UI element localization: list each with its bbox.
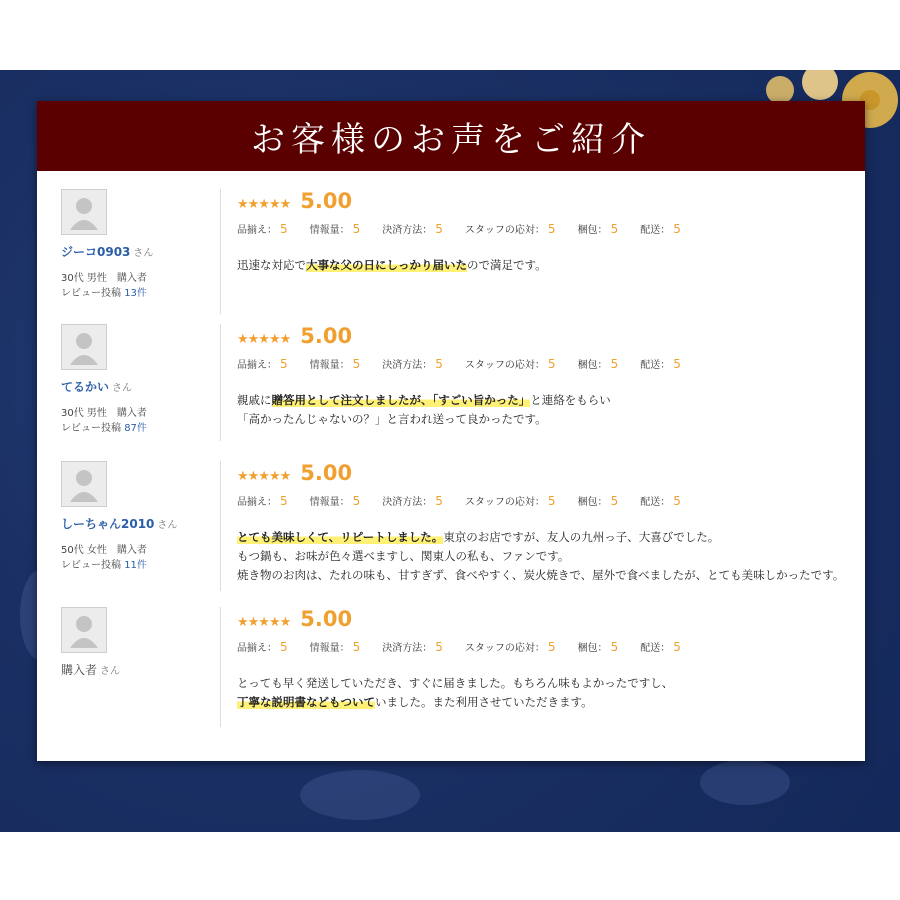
rating-category [465,493,556,508]
avatar [61,189,107,235]
category-value: 5 [673,640,681,654]
category-label: 品揃え： [237,643,277,654]
review-text: と連絡をもらい [530,393,611,407]
rating-category [640,639,681,654]
rating-category [310,221,361,236]
post-count-value[interactable]: 11件 [124,560,147,571]
reviews-card [37,101,865,761]
review-divider [220,324,221,441]
category-label: 配送： [640,360,671,371]
user-post-count [61,421,211,436]
category-label: 決済方法： [382,225,433,236]
user-name: 購入者 [61,663,98,677]
user-post-count [61,286,211,301]
review-highlight: 丁寧な説明書などもついて [237,695,375,709]
review-body [237,674,857,712]
category-label: 品揃え： [237,360,277,371]
category-label: 情報量： [309,360,350,371]
category-value: 5 [673,357,681,371]
star-rating-icon: ★★★★★ [237,469,291,484]
review-line [237,256,857,275]
review-body [237,256,857,275]
category-value: 5 [547,494,556,508]
reviewer-info [61,189,211,301]
review-content [237,461,857,585]
category-label: スタッフの応対： [464,643,545,654]
rating-category [640,221,681,236]
review-line [237,528,857,547]
category-label: 決済方法： [382,360,433,371]
user-name-row [61,380,211,396]
reviewer-info [61,324,211,436]
user-post-count [61,558,211,573]
category-label: 配送： [640,643,671,654]
post-count-value[interactable]: 87件 [124,423,147,434]
user-name-row [61,663,211,679]
avatar [61,461,107,507]
star-rating-icon: ★★★★★ [237,197,291,212]
category-value: 5 [280,494,288,508]
rating-category [382,221,443,236]
review-line [237,674,857,693]
rating-category [578,356,619,371]
rating-categories [237,639,857,654]
category-value: 5 [610,640,619,654]
rating-category [310,356,361,371]
review-content [237,607,857,712]
rating-category [310,493,361,508]
rating-row [237,189,857,215]
category-label: 決済方法： [382,497,433,508]
category-value: 5 [435,222,443,236]
category-value: 5 [280,640,288,654]
category-value: 5 [352,222,361,236]
rating-category [382,639,443,654]
review-line [237,566,857,585]
rating-category [465,356,556,371]
rating-categories [237,493,857,508]
category-value: 5 [352,640,361,654]
post-count-value[interactable]: 13件 [124,288,147,299]
avatar [61,607,107,653]
category-label: 梱包： [577,497,608,508]
review-text: 迅速な対応で [237,258,306,272]
rating-category [310,639,361,654]
category-value: 5 [673,222,681,236]
post-count-label: レビュー投稿 [61,288,121,299]
category-value: 5 [435,494,443,508]
rating-category [640,356,681,371]
category-value: 5 [610,222,619,236]
rating-row [237,324,857,350]
rating-category [382,356,443,371]
category-label: 情報量： [309,225,350,236]
review-content [237,189,857,275]
user-demographic: 30代 男性 購入者 [61,408,147,419]
category-value: 5 [610,494,619,508]
rating-category [237,493,288,508]
reviewer-info [61,607,211,689]
review-text: 親戚に [237,393,272,407]
review-text: 東京のお店ですが、友人の九州っ子、大喜びでした。 [443,530,720,544]
reviews-header [37,101,865,171]
post-count-label: レビュー投稿 [61,423,121,434]
category-value: 5 [435,357,443,371]
category-value: 5 [547,222,556,236]
user-name-link[interactable]: てるかい [61,380,110,394]
rating-categories [237,356,857,371]
rating-category [237,356,288,371]
review-text: 「高かったんじゃないの？」と言われ送って良かったです。 [237,412,547,426]
rating-categories [237,221,857,236]
review-text: とっても早く発送していただき、すぐに届きました。もちろん味もよかったですし、 [237,676,674,690]
review-text: いました。また利用させていただきます。 [375,695,593,709]
page-title: お客様のお声をご紹介 [251,119,651,160]
review-line [237,547,857,566]
user-name-link[interactable]: ジーコ0903 [61,245,131,259]
rating-score: 5.00 [300,461,353,485]
category-label: 情報量： [309,497,350,508]
review-body [237,391,857,429]
category-value: 5 [352,494,361,508]
star-rating-icon: ★★★★★ [237,332,291,347]
category-label: 品揃え： [237,225,277,236]
category-label: 梱包： [577,225,608,236]
rating-category [465,639,556,654]
review-highlight: 大事な父の日にしっかり届いた [306,258,467,272]
category-label: 梱包： [577,360,608,371]
honorific: さん [157,520,178,531]
rating-category [640,493,681,508]
review-divider [220,189,221,314]
avatar [61,324,107,370]
star-rating-icon: ★★★★★ [237,615,291,630]
rating-category [578,493,619,508]
category-value: 5 [610,357,619,371]
post-count-label: レビュー投稿 [61,560,121,571]
rating-score: 5.00 [300,607,353,631]
category-label: スタッフの応対： [464,225,545,236]
category-label: 梱包： [577,643,608,654]
honorific: さん [133,248,154,259]
category-label: 品揃え： [237,497,277,508]
category-value: 5 [435,640,443,654]
user-demographic: 30代 男性 購入者 [61,273,147,284]
user-name-row [61,245,211,261]
review-highlight: とても美味しくて、リピートしました。 [237,530,444,544]
rating-category [465,221,556,236]
honorific: さん [100,666,121,677]
review-divider [220,607,221,727]
rating-category [382,493,443,508]
review-divider [220,461,221,591]
category-label: 情報量： [309,643,350,654]
category-value: 5 [280,357,288,371]
review-line [237,410,857,429]
category-label: スタッフの応対： [464,360,545,371]
rating-row [237,607,857,633]
category-label: 配送： [640,497,671,508]
category-value: 5 [352,357,361,371]
category-value: 5 [673,494,681,508]
review-line [237,693,857,712]
rating-category [578,639,619,654]
review-line [237,391,857,410]
user-name-row [61,517,211,533]
review-content [237,324,857,429]
rating-category [237,221,288,236]
review-text: 焼き物のお肉は、たれの味も、甘すぎず、食べやすく、炭火焼きで、屋外で食べましたが、とても美味しかったです。 [237,568,845,582]
review-highlight: 贈答用として注文しましたが、「すごい旨かった」 [271,393,531,407]
honorific: さん [112,383,133,394]
rating-score: 5.00 [300,324,353,348]
category-value: 5 [547,357,556,371]
rating-category [578,221,619,236]
review-body [237,528,857,585]
rating-category [237,639,288,654]
reviewer-info [61,461,211,573]
category-label: 配送： [640,225,671,236]
rating-row [237,461,857,487]
rating-score: 5.00 [300,189,353,213]
category-label: 決済方法： [382,643,433,654]
review-text: ので満足です。 [467,258,547,272]
category-value: 5 [547,640,556,654]
user-name-link[interactable]: しーちゃん2010 [61,517,155,531]
category-value: 5 [280,222,288,236]
user-demographic: 50代 女性 購入者 [61,545,147,556]
review-text: もつ鍋も、お味が色々選べますし、関東人の私も、ファンです。 [237,549,570,563]
category-label: スタッフの応対： [464,497,545,508]
